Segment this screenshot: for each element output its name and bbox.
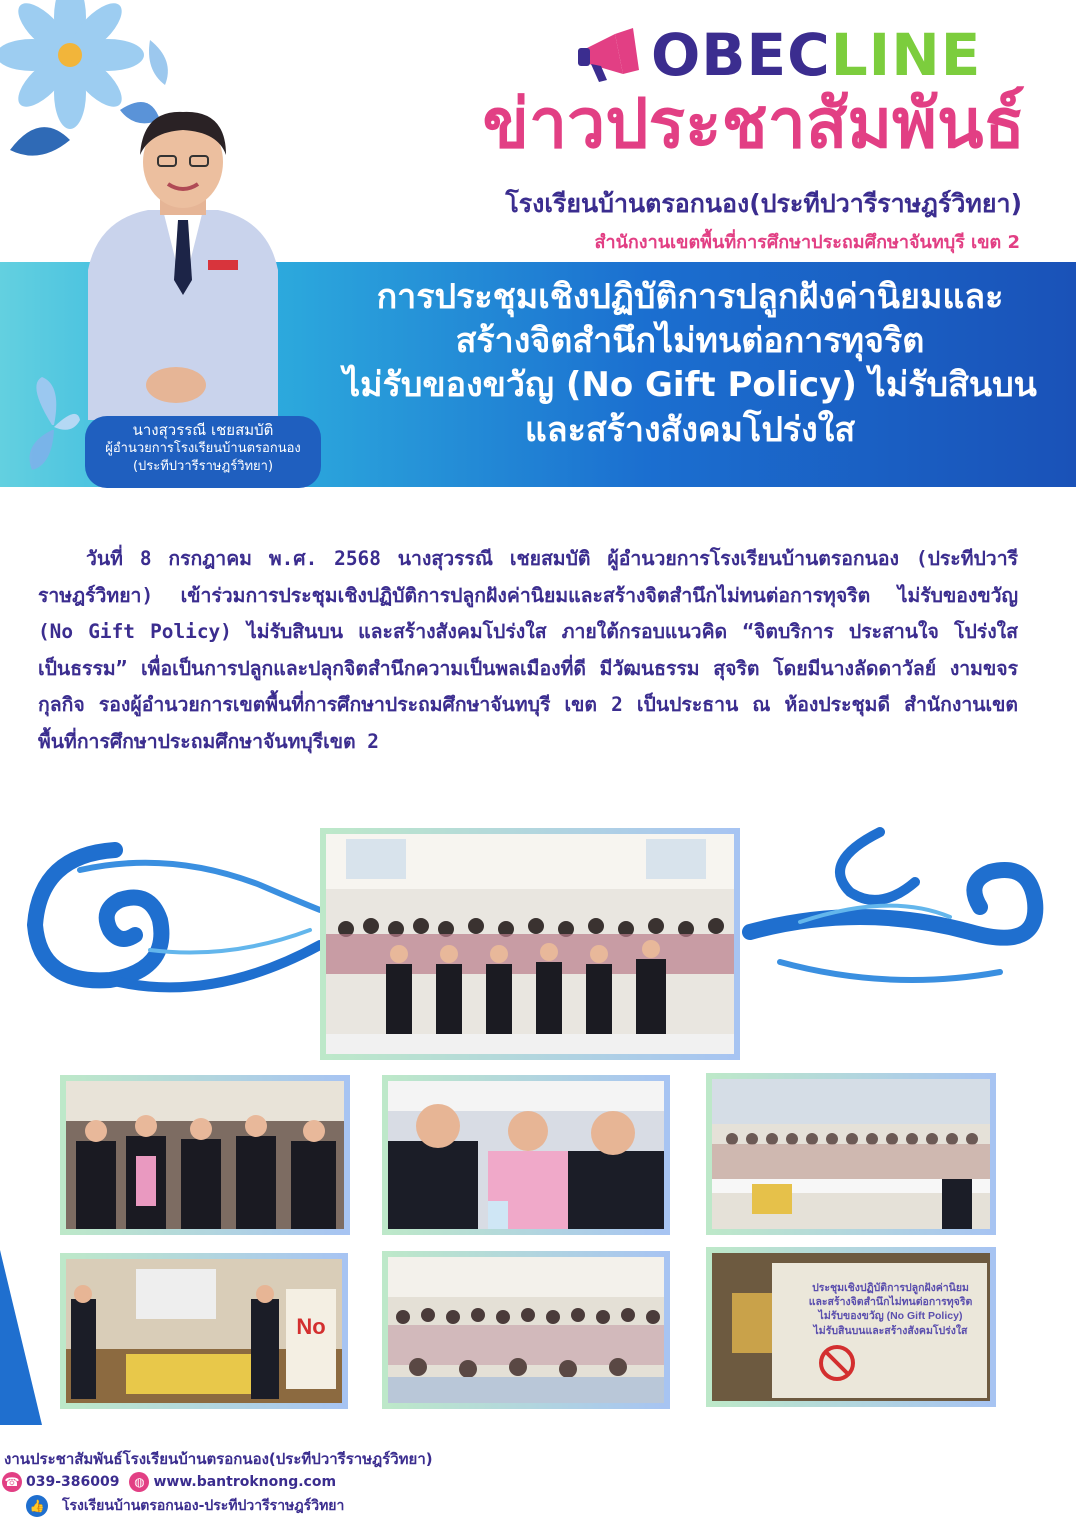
director-name-card: [85, 416, 321, 488]
footer-contact-row: [2, 1472, 336, 1492]
globe-icon: ◍: [129, 1472, 149, 1492]
svg-text:No: No: [296, 1314, 326, 1339]
photo-meeting-room: [706, 1073, 996, 1235]
megaphone-icon: [575, 24, 645, 86]
footer-facebook[interactable]: โรงเรียนบ้านตรอกนอง-ประทีปวารีราษฎร์วิทยา: [62, 1498, 345, 1514]
footer-website[interactable]: www.bantroknong.com: [153, 1474, 337, 1490]
slide-line-3: ไม่รับของขวัญ (No Gift Policy): [818, 1310, 963, 1323]
slide-line-2: และสร้างจิตสำนึกไม่ทนต่อการทุจริต: [808, 1296, 973, 1309]
butterfly-icon: [22, 375, 84, 475]
banner-line-2: สร้างจิตสำนึกไม่ทนต่อการทุจริต: [455, 321, 925, 362]
footer-phone[interactable]: 039-386009: [26, 1474, 120, 1490]
photo-audience: [382, 1251, 670, 1409]
school-name: โรงเรียนบ้านตรอกนอง(ประทีปวารีราษฎร์วิทยา): [505, 189, 1022, 218]
slide-line-1: ประชุมเชิงปฏิบัติการปลูกฝังค่านิยม: [812, 1282, 969, 1294]
obecline-logo: [575, 20, 1035, 90]
banner-line-3: ไม่รับของขวัญ (No Gift Policy) ไม่รับสินบน: [343, 365, 1037, 406]
photo-presentation-slide: [706, 1247, 996, 1407]
facebook-icon: 👍: [26, 1495, 48, 1517]
slide-text: [778, 1281, 996, 1338]
photo-participants-front: [60, 1075, 350, 1235]
office-name: สำนักงานเขตพื้นที่การศึกษาประถมศึกษาจันทบุรี เขต 2: [594, 232, 1020, 253]
phone-icon: ☎: [2, 1472, 22, 1492]
photo-stage: [60, 1253, 348, 1409]
logo-obec-text: OBEC: [651, 21, 831, 89]
banner-title: [310, 275, 1070, 452]
director-portrait: [78, 110, 288, 420]
news-paragraph-text: วันที่ 8 กรกฎาคม พ.ศ. 2568 นางสุวรรณี เชยสมบัติ ผู้อำนวยการโรงเรียนบ้านตรอกนอง (ประทีปวารีราษฎร์วิทยา) เข้าร่วมการประชุมเชิงปฏิบัติการปลูกฝังค่านิยมและสร้างจิตสำนึกไม่ทนต่อการทุจริต ไม่รับของขวัญ (No Gift Policy) ไม่รับสินบน และสร้างสังคมโปร่งใส ภายใต้กรอบแนวคิด “จิตบริการ ประสานใจ โปร่งใส เป็นธรรม” เพื่อเป็นการปลูกและปลุกจิตสำนึกความเป็นพลเมืองที่ดี มีวัฒนธรรม สุจริต โดยมีนางลัดดาวัลย์ งามขจรกุลกิจ รองผู้อำนวยการเขตพื้นที่การศึกษาประถมศึกษาจันทบุรี เขต 2 เป็นประธาน ณ ห้องประชุมดี สำนักงานเขตพื้นที่การศึกษาประถมศึกษาจันทบุรีเขต 2: [38, 547, 1018, 753]
footer-facebook-row: [26, 1495, 344, 1517]
page-headline: ข่าวประชาสัมพันธ์: [482, 85, 1025, 164]
wave-decoration-left: [20, 830, 320, 1000]
photo-presiding-table: [382, 1075, 670, 1235]
photo-main-group: [320, 828, 740, 1060]
logo-line-text: LINE: [830, 21, 982, 89]
footer-title: งานประชาสัมพันธ์โรงเรียนบ้านตรอกนอง(ประทีปวารีราษฎร์วิทยา): [4, 1450, 433, 1468]
slide-line-4: ไม่รับสินบนและสร้างสังคมโปร่งใส: [813, 1324, 968, 1337]
director-position: ผู้อำนวยการโรงเรียนบ้านตรอกนอง: [105, 441, 301, 457]
corner-decoration: [0, 1250, 42, 1425]
banner-line-1: การประชุมเชิงปฏิบัติการปลูกฝังค่านิยมและ: [376, 277, 1004, 317]
director-school: (ประทีปวารีราษฎร์วิทยา): [132, 458, 274, 474]
director-name: นางสุวรรณี เชยสมบัติ: [132, 421, 274, 439]
wave-decoration-right: [740, 822, 1060, 1002]
news-paragraph: [38, 541, 1018, 760]
banner-line-4: และสร้างสังคมโปร่งใส: [524, 409, 856, 450]
